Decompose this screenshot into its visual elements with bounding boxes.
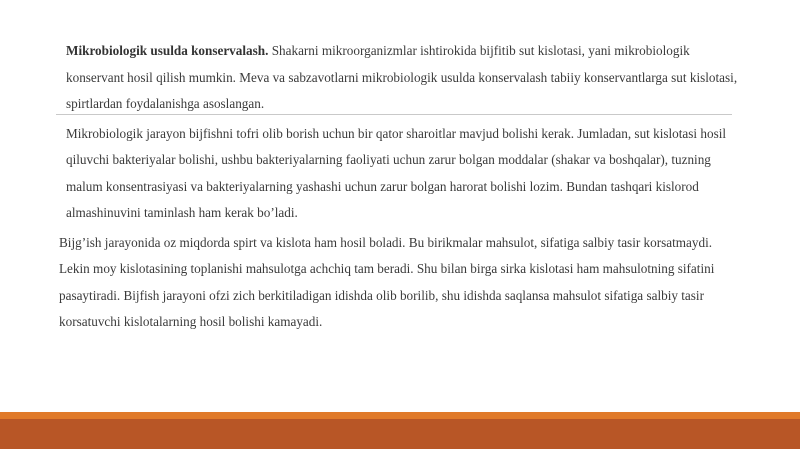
- paragraph-1-text: Shakarni mikroorganizmlar ishtirokida bijfitib sut kislotasi, yani mikrobiologik konservant hosil qilish mumkin. Meva va sabzavotlarni mikrobiologik usulda konservalash tabiiy konservantlarga sut kislotasi, spirtlardan foydalanishga asoslangan.: [66, 43, 738, 111]
- paragraph-2: Mikrobiologik jarayon bijfishni tofri olib borish uchun bir qator sharoitlar mavjud bolishi kerak. Jumladan, sut kislotasi hosil qiluvchi bakteriyalar bolishi, ushbu bakteriyalarning faoliyati uchun zarur bolgan moddalar (shakar va boshqalar), tuzning malum konsentrasiyasi va bakteriyalarning yashashi uchun zarur bolgan harorat bolishi lozim. Bundan tashqari kislorod almashinuvini taminlash ham kerak bo’ladi.: [66, 125, 727, 220]
- paragraph-1-heading: Mikrobiologik usulda konservalash.: [66, 43, 269, 58]
- footer-bar: [0, 419, 800, 449]
- paragraph-1: [56, 38, 746, 118]
- slide-body: [56, 38, 746, 336]
- paragraph-3: Bijg’ish jarayonida oz miqdorda spirt va kislota ham hosil boladi. Bu birikmalar mahsulot, sifatiga salbiy tasir korsatmaydi. Lekin moy kislotasining toplanishi mahsulotga achchiq tam beradi. Shu bilan birga sirka kislotasi ham mahsulotning sifatini pasaytiradi. Bijfish jarayoni ofzi zich berkitiladigan idishda olib borilib, shu idishda saqlansa mahsulot sifatiga salbiy tasir korsatuvchi kislotalarning hosil bolishi kamayadi.: [59, 234, 715, 329]
- footer-accent-stripe: [0, 412, 800, 419]
- divider-line: [56, 114, 732, 115]
